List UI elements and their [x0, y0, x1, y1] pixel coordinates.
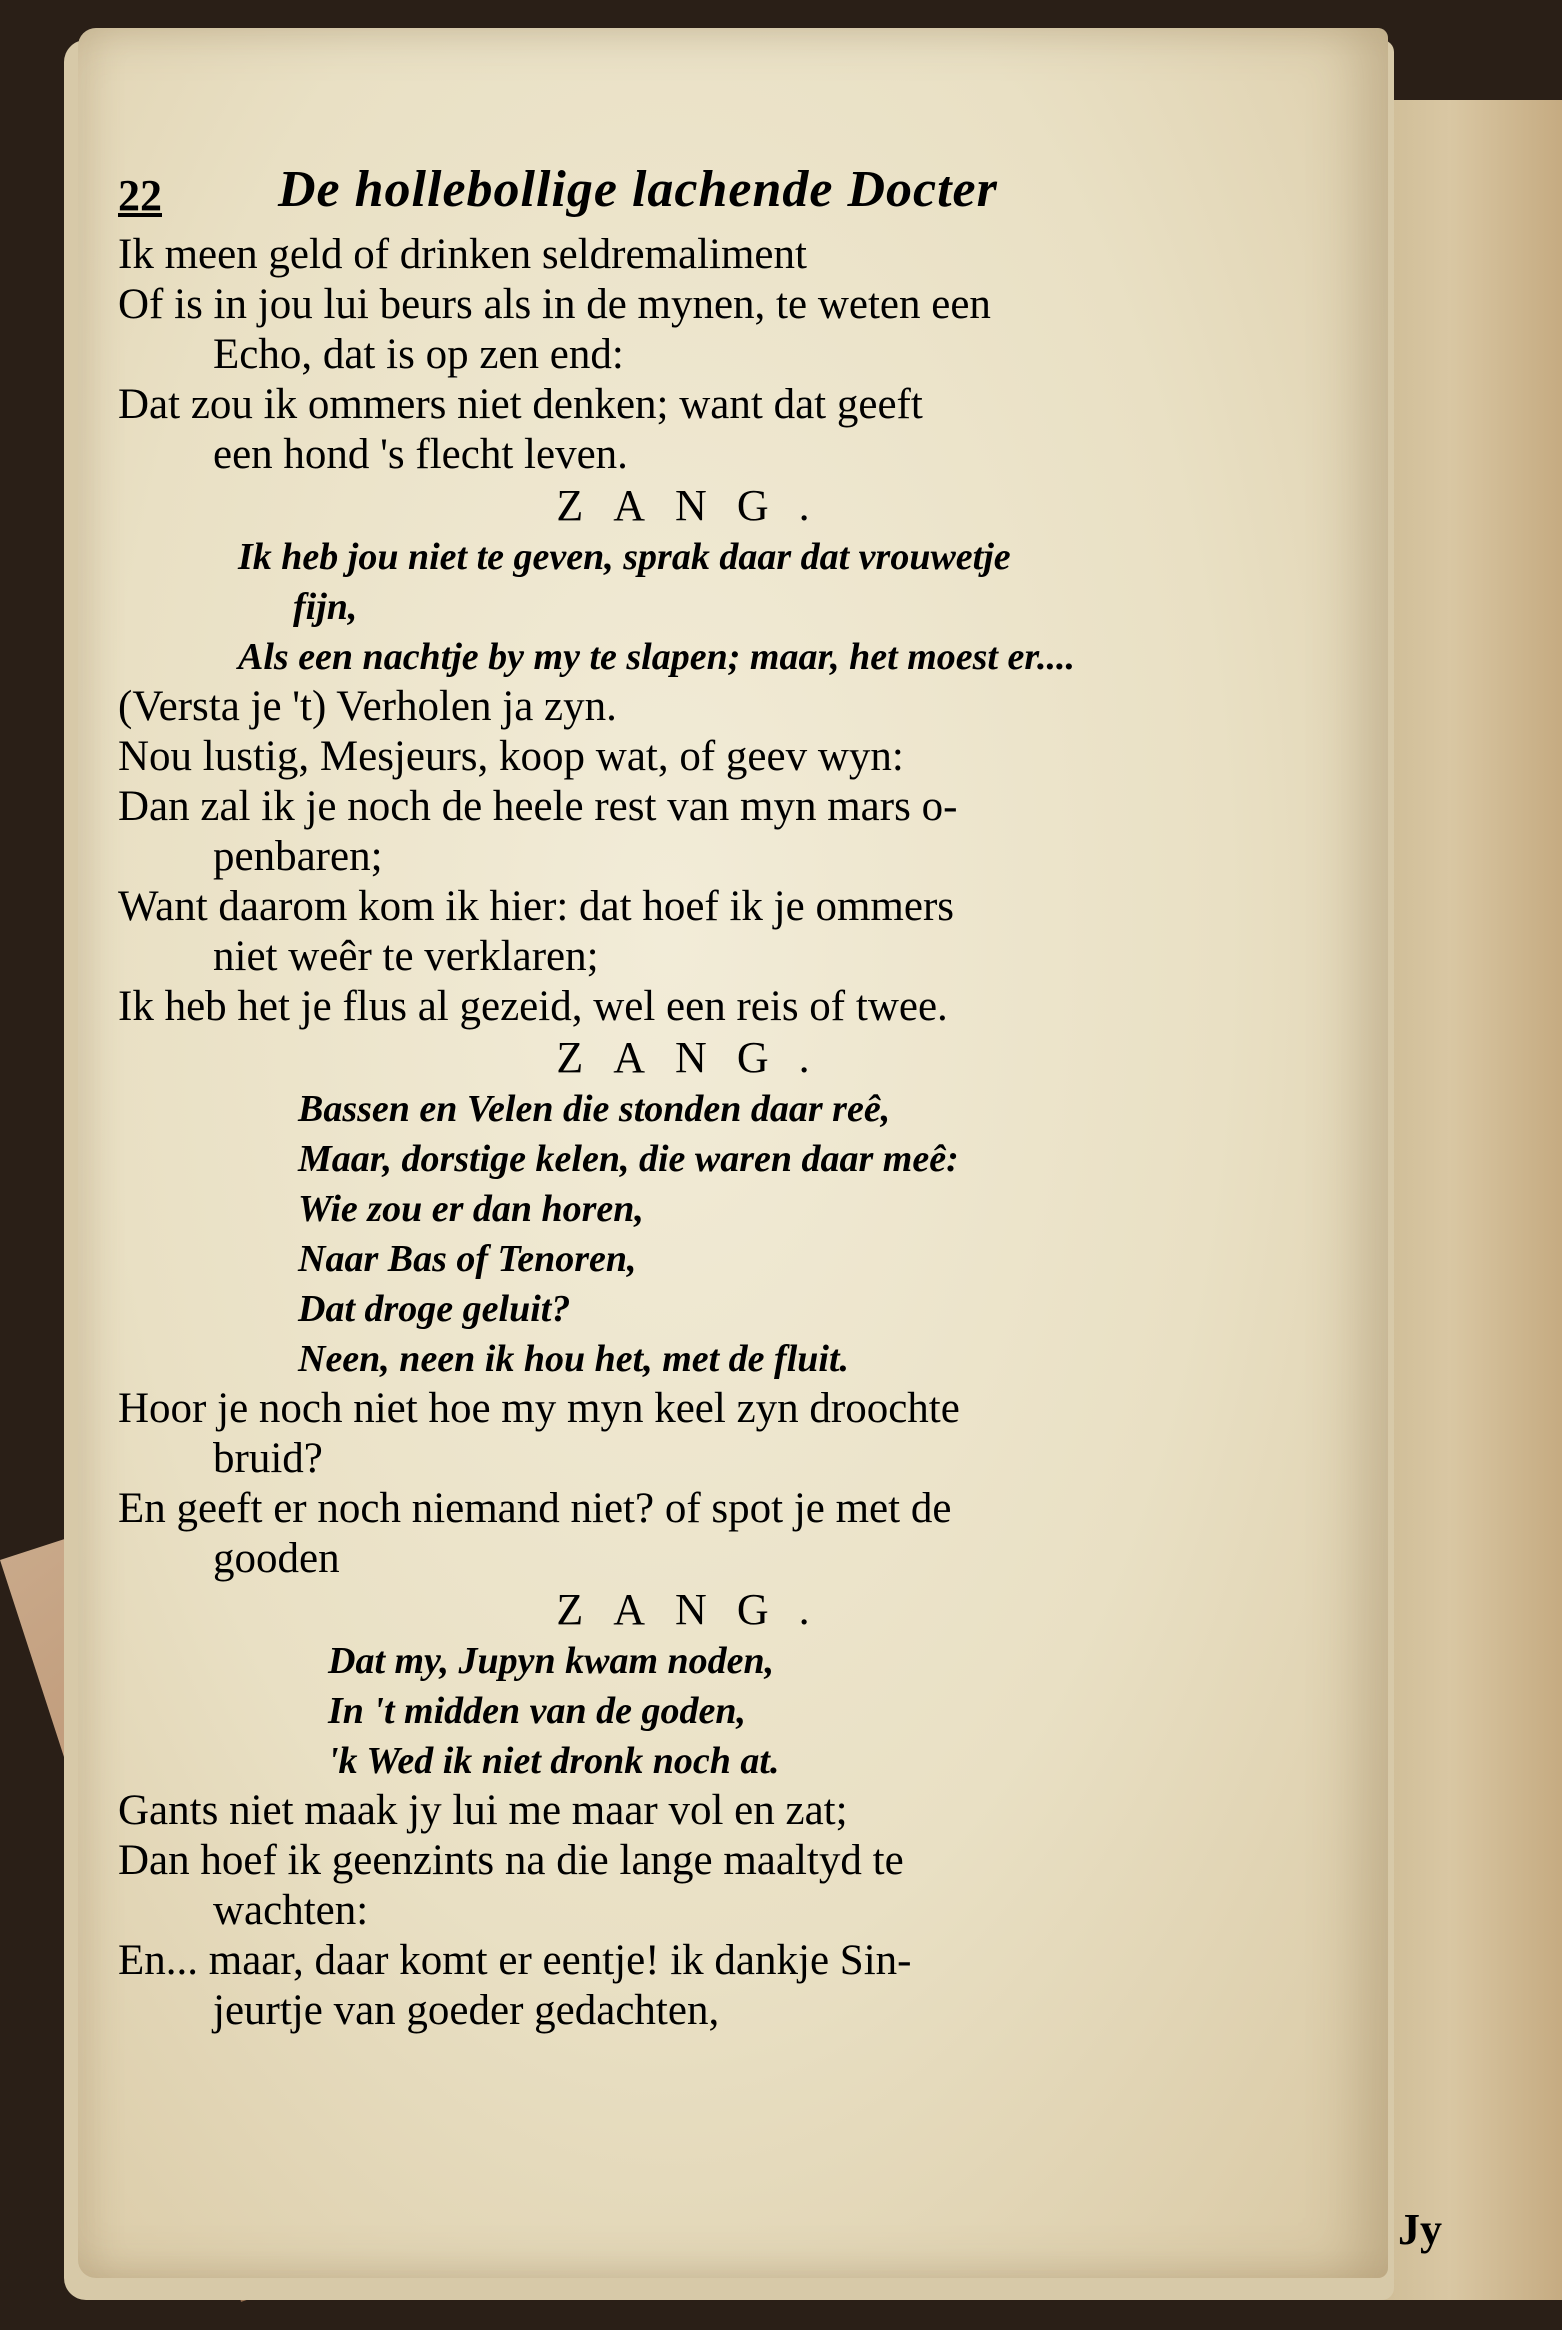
running-title: De hollebollige lachende Docter: [278, 161, 998, 218]
text-line: (Versta je 't) Verholen ja zyn.: [118, 683, 617, 730]
song-line: Dat my, Jupyn kwam noden,: [328, 1640, 775, 1682]
text-line: bruid?: [213, 1435, 323, 1482]
text-line: En... maar, daar komt er eentje! ik dankje Sin-: [118, 1937, 912, 1984]
text-line: jeurtje van goeder gedachten,: [213, 1987, 720, 2034]
catchword: Jy: [1398, 2205, 1442, 2254]
page-number: 22: [118, 171, 162, 220]
text-line: Want daarom kom ik hier: dat hoef ik je ommers: [118, 883, 955, 930]
song-heading: ZANG.: [556, 1585, 840, 1634]
text-line: gooden: [213, 1535, 340, 1582]
song-line: In 't midden van de goden,: [328, 1690, 747, 1732]
text-line: een hond 's flecht leven.: [213, 431, 628, 478]
text-line: Dat zou ik ommers niet denken; want dat geeft: [118, 381, 923, 428]
song-line: Ik heb jou niet te geven, sprak daar dat vrouwetje: [238, 536, 1011, 578]
song-line: Als een nachtje by my te slapen; maar, het moest er....: [238, 636, 1076, 678]
text-line: Of is in jou lui beurs als in de mynen, te weten een: [118, 281, 991, 328]
body-text: [118, 230, 1278, 2036]
facing-page-edge: [1370, 100, 1562, 2300]
text-line: Nou lustig, Mesjeurs, koop wat, of geev wyn:: [118, 733, 904, 780]
text-line: Dan hoef ik geenzints na die lange maaltyd te: [118, 1837, 904, 1884]
text-line: En geeft er noch niemand niet? of spot je met de: [118, 1485, 952, 1532]
song-line: Maar, dorstige kelen, die waren daar meê:: [298, 1138, 959, 1180]
text-line: Ik meen geld of drinken seldremaliment: [118, 231, 807, 278]
song-line: Dat droge geluit?: [298, 1288, 571, 1330]
text-line: Hoor je noch niet hoe my myn keel zyn droochte: [118, 1385, 960, 1432]
page-header: [118, 150, 1198, 240]
song-line: Wie zou er dan horen,: [298, 1188, 644, 1230]
song-heading: ZANG.: [556, 481, 840, 530]
song-line: fijn,: [293, 586, 358, 628]
text-line: wachten:: [213, 1887, 369, 1934]
song-line: Neen, neen ik hou het, met de fluit.: [298, 1338, 849, 1380]
text-line: Ik heb het je flus al gezeid, wel een reis of twee.: [118, 983, 948, 1030]
text-line: Dan zal ik je noch de heele rest van myn mars o-: [118, 783, 958, 830]
song-line: Naar Bas of Tenoren,: [298, 1238, 637, 1280]
text-line: Echo, dat is op zen end:: [213, 331, 624, 378]
song-line: 'k Wed ik niet dronk noch at.: [328, 1740, 780, 1782]
song-line: Bassen en Velen die stonden daar reê,: [298, 1088, 891, 1130]
text-line: penbaren;: [213, 833, 383, 880]
text-line: niet weêr te verklaren;: [213, 933, 599, 980]
text-line: Gants niet maak jy lui me maar vol en zat;: [118, 1787, 848, 1834]
song-heading: ZANG.: [556, 1033, 840, 1082]
